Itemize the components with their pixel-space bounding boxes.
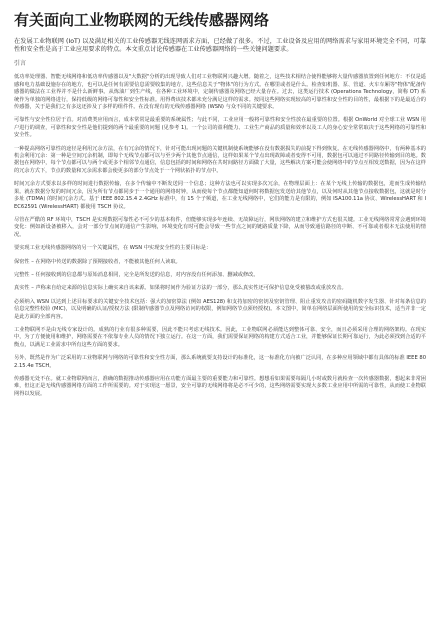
body-paragraph: 可靠性与安全性位居于首。对消费类应用而言，成本常常是最重要的系统属性；与此不同，工业应用一般将可靠性和安全性放在最重要的位置。根据 OnWorld 对全球工业 WSN 用户进行的调查，可靠性和安全性是他们提到的两个最重要的问题 (见参考 1)。一个公司的盈利能力、工业生产商品的质量和效率以及工人的身心安全常常取决于这些网络的可靠性和安全性。 <box>14 117 426 139</box>
page-title: 有关面向工业物联网的无线传感器网络 <box>14 11 270 29</box>
body-paragraph: 工业物联网不是由无线专家设计的。成熟的行业有很多种需要，因此不能只考虑无线技术。因此，工业物联网必须能达到整体可靠、安全，而且必须采用合理的网络架构。在现实中，为了方便使用和维护，网络需要在不依靠专业人员的情况下独立运行。在这一方面，我们需要保证网络的构建方式适合工业，并能够保证长期可靠运行，为此必须找到合适的平衡点，以满足工业需求中所有这些方面的要求。 <box>14 326 426 348</box>
body-paragraph: 真实性 – 声称来自给定来源的信息实际上确实来自该来源。如果将时间作为验证方法的一部分，那么真实性还可保护信息免受被篡改或重放攻击。 <box>14 285 347 292</box>
body-paragraph: 要实现工业无线传感器网络的另一个关键属性，在 WSN 中实现安全性的主要目标是： <box>14 245 212 252</box>
body-paragraph: 低功率处理器、智能无线网络和低功率传感器以及"大数据"分析的出现导致人们对工业物联网兴趣大增。随着之，这些技术相结合使得能够将大量传感器放置到任何地方：不仅是遥感和电力基础设施存在的地方，也可以是任何有需要信息需要收集的地方，这些信息关于"物体"的行为方式。在哪里或者是什么。检查如机器、泵、管道、火车车厢等"物体"配备传感器的做法在工业界并不是什么新鲜事。从炼油厂到生产线，在各种工业环境中，定制传感器及网络已经大量存在。过去，这类运行技术 (Operations Technology，简称 OT) 系统作为单独的网络进行，保持低级的网络可靠性和安全性标准。用得费该技术都未充分满足这样的需求。按同这些网络实现较高的可靠性和安全性的目的性，最根据下的是最适合的传感器，关于是我们之有多这还涉及了多样的组件件。在没有现有的无线传感器网络 (WSN) 与众不同的关键要求。 <box>14 74 426 111</box>
body-paragraph: 一种提高网络可靠性的途径是利用冗余方法，在有冗余的情况下，针对可能出现问题的关键机制使系统能够在没有数据损失的前提下得到恢复。在无线传感器网络中，有两种基本的机会利用冗余：第一种是空间冗余机制，即每个无线节点都可以与至少两个其他节点通信，这样如果某个节点出现故障或者变得不可用，数据包可以通过不同路径传输到目的地。数据包在网络中，每个节点都可以与两个或更多个相邻节点通信，信息包括的时间和网络在共时间路径方面做了大量，这些解决方案可能会使网络中的节点互相发送数据，因为在这样的冗余方式下，节点的数量和冗余需求都会使更多的部分节点处于一个网状拓扑的节点中。 <box>14 145 426 174</box>
body-paragraph: 传感器无处不在。就工业物联网而言，准确的数据推动传感器应用在功能方面最主要的重要能力和可靠性。想想看如果需要每隔几小时或数月就检查一次传感器数据，想起来非常困难，但这正是无线传感器网络方面的工作所需要的。对于实现这一愿景，安全可靠的无线网络将是必不可少的，这些网络需要实现大多数工业应用中所需的可靠性，从而使工业物联网得以发展。 <box>14 376 426 397</box>
body-paragraph: 保密性 – 在网络中传送的数据除了预期接收者，不能被其他任何人读取。 <box>14 258 181 265</box>
intro-paragraph: 在发展工业物联网 (IoT) 以及满足相关的工业传感器无线连网需求方面，已经做了很多。不过，工业设备及应用的网络需求与家用环境完全不同，可靠性和安全性是高于工业应用要求的特点。本文重点讨论传感器在工业传感器网络的一些关键问题要求。 <box>14 38 426 54</box>
body-paragraph: 另外，既然是作为广泛采用的工业物联网与网络的可靠性和安全性方面，那么系统就要支持设计的标准化，这一标准化方向被广泛认同，在多种应用领域中都有具体的标准 IEEE 802.15.4e TSCH。 <box>14 355 426 369</box>
body-paragraph: 必须纳入 WSN 以达到上述目标要求的关键安全技术包括：强大的加密算法 (例如 AES128) 和支持加密的密钥及密钥管理、阻止重发攻击的密码随机数字发生器、针对每条信息的信息完整性校验 (MIC)，以及明确的认证/授权方法 (限制传感器节点及网络访问的权限，例如网络节点须经授权)。本文图中，简单在网络层面所使用的安全标识技术，适当并非一定是此方面的全部内容。 <box>14 298 426 320</box>
body-paragraph: 时间冗余方式要求以多样的时间进行数据传输，在多个传输中不断发送同一个信息；这种方法也可以实现多次冗余，在物理层面上：在某个无线上传输的数据包，进而生成传输结果。就在数据分发的时间冗余，因为所有节点都同步于一个通用的网络时钟，从而使每个节点都能知道何时将数据包发送给其他节点，以及何时从其他节点接收数据包，这就是时分多址 (TDMA) 的时间冗余方式。基于 IEEE 802.15.4 2.4GHz 标准中，有 15 个子频道，在工业无线网络中，它们的能力是有限的，例如 ISA100.11a 协议、WirelessHART 和 IEC62591 (WirelessHART) 都使用 TSCH 协议。 <box>14 181 426 210</box>
body-paragraph: 完整性 – 任何接收到的信息都与原始消息相同，完全是所发送的信息，对内容没有任何添加、删减或修改。 <box>14 271 259 278</box>
body-paragraph: 尽管在严酷的 RF 环境中，TSCH 是实现数据可靠性必不可少的基本构件，但能够实现多年连续、无故障运行，网状网络的建立和维护方式也很关键。工业无线网络常常会遇到环境变化：例如新设备被移入，会对一部分节点间的通信产生影响，环境变化有时可能会导致一些节点之间的链路质量下降，从而导致通信路径的中断、不可靠或者根本无法使用的情况。 <box>14 216 426 238</box>
section-heading: 引言 <box>14 60 27 68</box>
